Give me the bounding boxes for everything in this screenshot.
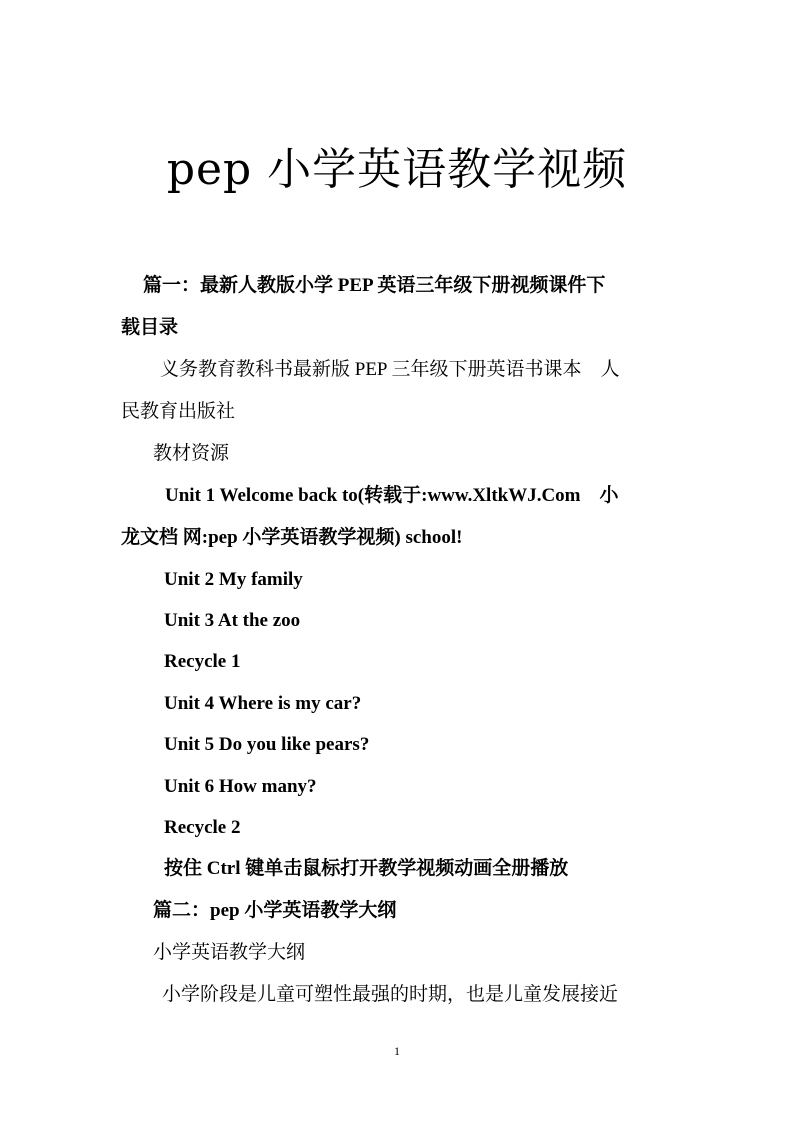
section-heading-1: 篇一：最新人教版小学 PEP 英语三年级下册视频课件下 bbox=[143, 275, 606, 296]
unit-1-link[interactable]: Unit 1 Welcome back to(转载于:www.XltkWJ.Com 小 bbox=[165, 485, 619, 506]
recycle-2-link[interactable]: Recycle 2 bbox=[164, 817, 241, 838]
ctrl-click-note: 按住 Ctrl 键单击鼠标打开教学视频动画全册播放 bbox=[164, 858, 569, 879]
unit-1-link-cont[interactable]: 龙文档 网:pep 小学英语教学视频) school! bbox=[121, 527, 463, 548]
paragraph-syllabus: 小学阶段是儿童可塑性最强的时期，也是儿童发展接近 bbox=[162, 984, 619, 1005]
unit-3-link[interactable]: Unit 3 At the zoo bbox=[164, 610, 301, 631]
paragraph-resources: 教材资源 bbox=[153, 443, 230, 464]
section-heading-1-cont: 载目录 bbox=[121, 317, 179, 338]
unit-2-link[interactable]: Unit 2 My family bbox=[164, 569, 303, 590]
document-title: pep 小学英语教学视频 bbox=[166, 144, 628, 195]
paragraph-textbook: 义务教育教科书最新版 PEP 三年级下册英语书课本 人 bbox=[160, 359, 620, 380]
unit-5-link[interactable]: Unit 5 Do you like pears? bbox=[164, 734, 370, 755]
subheading-syllabus: 小学英语教学大纲 bbox=[153, 942, 306, 963]
unit-6-link[interactable]: Unit 6 How many? bbox=[164, 776, 317, 797]
section-heading-2: 篇二：pep 小学英语教学大纲 bbox=[153, 900, 397, 921]
unit-4-link[interactable]: Unit 4 Where is my car? bbox=[164, 693, 362, 714]
page-number: 1 bbox=[394, 1044, 400, 1058]
recycle-1-link[interactable]: Recycle 1 bbox=[164, 651, 241, 672]
paragraph-textbook-cont: 民教育出版社 bbox=[121, 401, 236, 422]
